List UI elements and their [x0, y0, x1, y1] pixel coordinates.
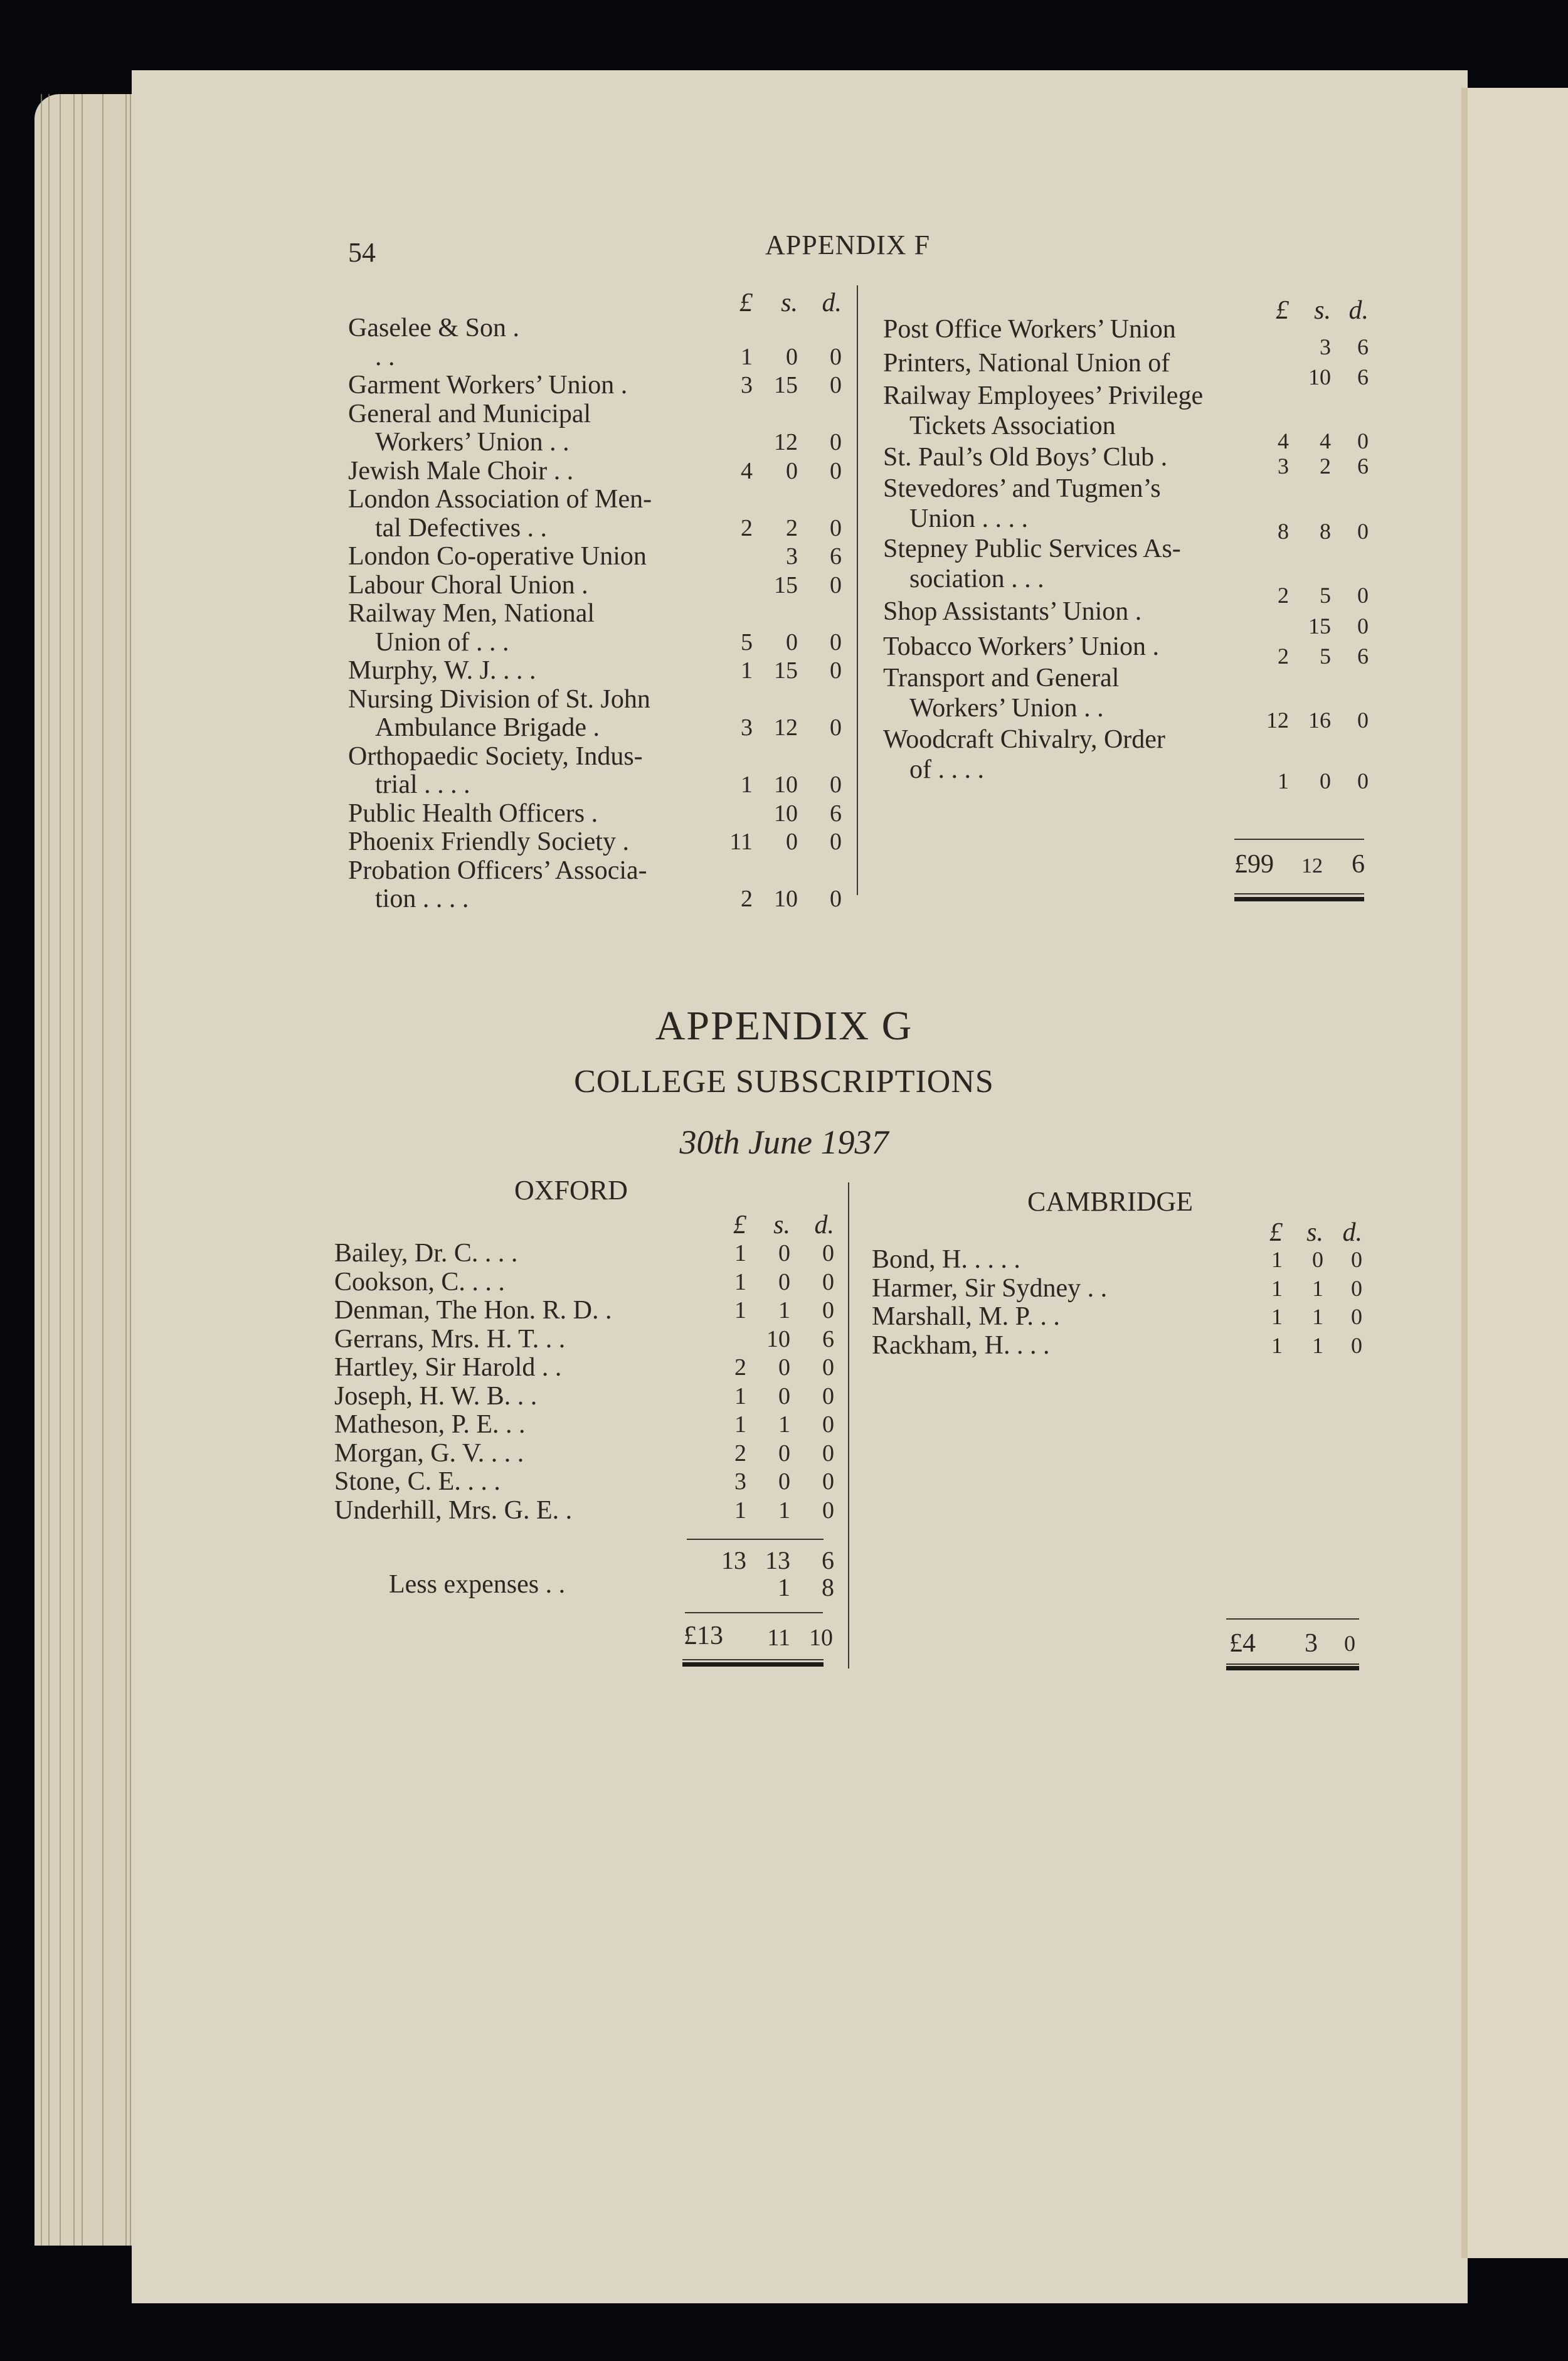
amount-pounds: 3	[734, 1468, 746, 1495]
amount-pounds: 1	[1271, 1332, 1283, 1358]
amount-shillings: 0	[786, 629, 798, 655]
amount-shillings: 15	[774, 372, 798, 398]
entry-name: . .	[375, 342, 395, 371]
amount-pounds: 12	[1266, 708, 1289, 733]
amount-pounds: 3	[1278, 454, 1289, 479]
entry-name: Post Office Workers’ Union	[883, 315, 1176, 344]
amount-shillings: 0	[1312, 1247, 1323, 1272]
amount-pence: 0	[830, 629, 842, 655]
amount-pence: 0	[1357, 583, 1369, 608]
amount-pence: 0	[822, 1382, 834, 1409]
subscriber-name: Joseph, H. W. B. . .	[334, 1381, 538, 1411]
entry-name: Jewish Male Choir . .	[348, 456, 574, 485]
amount-pence: 6	[1357, 454, 1369, 479]
shillings-header: s.	[1314, 296, 1331, 325]
subtotal-rule	[687, 1539, 824, 1540]
amount-pounds: 1	[734, 1297, 746, 1324]
entry-name: Murphy, W. J. . . .	[348, 656, 536, 685]
amount-shillings: 0	[1320, 768, 1331, 793]
page-stack-edges	[34, 94, 147, 2246]
amount-pence: 0	[1357, 519, 1369, 544]
amount-shillings: 4	[1320, 428, 1331, 454]
amount-pounds: 1	[734, 1411, 746, 1438]
entry-name: Union . . . .	[909, 504, 1028, 533]
amount-pence: 0	[830, 429, 842, 455]
total-rule	[685, 1612, 823, 1613]
entry-name: Union of . . .	[375, 627, 509, 657]
amount-shillings: 3	[786, 543, 798, 570]
oxford-cambridge-divider	[848, 1182, 849, 1669]
entry-name: Workers’ Union . .	[909, 694, 1104, 723]
entry-name: Phoenix Friendly Society .	[348, 827, 629, 856]
amount-pounds: 2	[734, 1440, 746, 1467]
amount-pounds: 13	[721, 1546, 746, 1574]
amount-shillings: 0	[778, 1440, 790, 1467]
amount-shillings: 1	[778, 1573, 790, 1601]
amount-pence: 0	[830, 886, 842, 912]
amount-pence: 0	[1351, 1275, 1362, 1301]
amount-shillings: 1	[778, 1411, 790, 1438]
subscriber-name: Bond, H. . . . .	[872, 1245, 1020, 1274]
amount-pounds: 1	[734, 1240, 746, 1266]
entry-name: General and Municipal	[348, 399, 591, 428]
amount-pounds: 3	[741, 372, 753, 398]
cambridge-total-thick-rule	[1226, 1666, 1359, 1670]
amount-pounds: 5	[741, 629, 753, 655]
amount-pence: 0	[822, 1468, 834, 1495]
book-gutter	[1461, 88, 1468, 2258]
amount-pence: 6	[830, 543, 842, 570]
amount-shillings: 0	[786, 457, 798, 484]
appendix-g-title: APPENDIX G	[655, 1003, 913, 1049]
amount-shillings: 15	[774, 571, 798, 598]
appendix-f-total-pence: 6	[1352, 850, 1365, 879]
amount-pence: 0	[1351, 1304, 1362, 1329]
amount-pence: 0	[822, 1268, 834, 1295]
amount-pence: 6	[1357, 364, 1369, 390]
oxford-heading: OXFORD	[514, 1175, 628, 1206]
entry-name: Garment Workers’ Union .	[348, 371, 628, 400]
entry-name: tal Defectives . .	[375, 513, 548, 543]
amount-pence: 6	[830, 800, 842, 827]
amount-pence: 0	[1357, 428, 1369, 454]
amount-pounds: 1	[741, 343, 753, 370]
amount-shillings: 0	[778, 1382, 790, 1409]
appendix-f-total-shillings: 12	[1301, 854, 1323, 878]
entry-name: tion . . . .	[375, 884, 469, 913]
cambridge-total-pounds: £4	[1229, 1629, 1256, 1658]
amount-shillings: 13	[765, 1546, 790, 1574]
amount-pence: 0	[830, 772, 842, 798]
amount-shillings: 0	[778, 1240, 790, 1266]
amount-shillings: 1	[778, 1497, 790, 1524]
subscriber-name: Harmer, Sir Sydney . .	[872, 1273, 1108, 1303]
amount-pounds: 4	[741, 457, 753, 484]
oxford-total-pounds: £13	[684, 1621, 723, 1650]
amount-shillings: 10	[1308, 364, 1331, 390]
entry-name: of . . . .	[909, 755, 984, 784]
oxford-total-shillings: 11	[767, 1625, 790, 1651]
amount-pence: 0	[822, 1411, 834, 1438]
cambridge-total-pence: 0	[1344, 1631, 1355, 1656]
amount-pounds: 3	[741, 714, 753, 741]
amount-shillings: 0	[778, 1468, 790, 1495]
cambridge-total-rule	[1226, 1618, 1359, 1620]
amount-pounds: 1	[741, 657, 753, 684]
amount-pence: 6	[822, 1325, 834, 1352]
subscriber-name: Stone, C. E. . . .	[334, 1467, 501, 1496]
amount-shillings: 2	[1320, 454, 1331, 479]
amount-pounds: 2	[1278, 644, 1289, 669]
amount-shillings: 16	[1308, 708, 1331, 733]
amount-shillings: 12	[774, 714, 798, 741]
less-expenses-label: Less expenses . .	[389, 1570, 566, 1599]
subscriber-name: Denman, The Hon. R. D. .	[334, 1296, 612, 1325]
amount-shillings: 0	[778, 1268, 790, 1295]
amount-pence: 0	[1357, 613, 1369, 639]
cambridge-total-double-rule	[1226, 1663, 1359, 1665]
total-thick-rule	[1234, 897, 1364, 901]
pounds-header: £	[733, 1211, 746, 1239]
amount-shillings: 1	[1312, 1304, 1323, 1329]
cambridge-heading: CAMBRIDGE	[1027, 1186, 1194, 1217]
entry-name: trial . . . .	[375, 770, 470, 799]
total-double-rule	[1234, 893, 1364, 894]
total-thick-rule	[682, 1662, 824, 1667]
entry-name: Gaselee & Son .	[348, 314, 519, 342]
amount-shillings: 8	[1320, 519, 1331, 544]
page-number: 54	[348, 237, 376, 268]
amount-pence: 6	[1357, 644, 1369, 669]
entry-name: Shop Assistants’ Union .	[883, 597, 1142, 626]
entry-name: Woodcraft Chivalry, Order	[883, 725, 1165, 754]
amount-pence: 0	[830, 714, 842, 741]
amount-pounds: 1	[741, 772, 753, 798]
entry-name: Ambulance Brigade .	[375, 713, 600, 742]
amount-pence: 0	[830, 657, 842, 684]
amount-pence: 6	[822, 1546, 834, 1574]
entry-name: Railway Employees’ Privilege	[883, 381, 1204, 410]
entry-name: Transport and General	[883, 664, 1120, 692]
amount-pounds: 11	[729, 829, 753, 855]
entry-name: Tickets Association	[909, 411, 1116, 440]
amount-pounds: 1	[734, 1382, 746, 1409]
amount-pounds: 1	[1278, 768, 1289, 793]
pence-header: d.	[1348, 296, 1369, 325]
amount-shillings: 12	[774, 429, 798, 455]
amount-pence: 0	[1351, 1247, 1362, 1272]
entry-name: St. Paul’s Old Boys’ Club .	[883, 443, 1168, 472]
entry-name: Probation Officers’ Associa-	[348, 856, 647, 885]
appendix-g-date: 30th June 1937	[679, 1123, 889, 1161]
subscriber-name: Gerrans, Mrs. H. T. . .	[334, 1324, 566, 1354]
amount-shillings: 5	[1320, 583, 1331, 608]
amount-shillings: 15	[1308, 613, 1331, 639]
entry-name: Stevedores’ and Tugmen’s	[883, 474, 1161, 503]
entry-name: Printers, National Union of	[883, 349, 1170, 378]
shillings-header: s.	[773, 1211, 790, 1239]
subscriber-name: Rackham, H. . . .	[872, 1330, 1050, 1360]
amount-pounds: 8	[1278, 519, 1289, 544]
total-double-rule	[682, 1659, 824, 1660]
appendix-g-subtitle: COLLEGE SUBSCRIPTIONS	[574, 1064, 994, 1100]
subscriber-name: Morgan, G. V. . . .	[334, 1438, 524, 1468]
pounds-header: £	[1269, 1218, 1283, 1247]
subscriber-name: Marshall, M. P. . .	[872, 1302, 1060, 1331]
pounds-header: £	[739, 289, 753, 317]
entry-name: Tobacco Workers’ Union .	[883, 632, 1159, 661]
amount-shillings: 1	[1312, 1332, 1323, 1358]
appendix-f-total-pounds: £99	[1234, 850, 1274, 879]
entry-name: Stepney Public Services As-	[883, 534, 1181, 563]
amount-pence: 0	[1351, 1332, 1362, 1358]
amount-pence: 0	[822, 1240, 834, 1266]
subscriber-name: Underhill, Mrs. G. E. .	[334, 1495, 573, 1525]
subscriber-name: Cookson, C. . . .	[334, 1267, 505, 1297]
amount-pence: 0	[830, 829, 842, 855]
amount-pence: 0	[830, 457, 842, 484]
amount-shillings: 3	[1320, 334, 1331, 359]
amount-pence: 8	[822, 1573, 834, 1601]
amount-pence: 0	[822, 1297, 834, 1324]
entry-name: Railway Men, National	[348, 599, 595, 628]
amount-pounds: 1	[734, 1268, 746, 1295]
amount-pounds: 2	[734, 1354, 746, 1381]
amount-pence: 6	[1357, 334, 1369, 359]
amount-pence: 0	[1357, 768, 1369, 793]
amount-pence: 0	[830, 514, 842, 541]
pounds-header: £	[1276, 296, 1289, 325]
amount-shillings: 2	[786, 514, 798, 541]
oxford-total-pence: 10	[809, 1625, 833, 1651]
amount-pence: 0	[1357, 708, 1369, 733]
entry-name: Labour Choral Union .	[348, 570, 588, 600]
amount-pence: 0	[830, 571, 842, 598]
amount-pounds: 1	[734, 1497, 746, 1524]
entry-name: Workers’ Union . .	[375, 428, 569, 457]
book-page	[132, 70, 1468, 2303]
subscriber-name: Hartley, Sir Harold . .	[334, 1353, 562, 1382]
amount-shillings: 0	[786, 829, 798, 855]
amount-pounds: 1	[1271, 1247, 1283, 1272]
amount-pounds: 2	[741, 886, 753, 912]
entry-name: Public Health Officers .	[348, 798, 598, 828]
shillings-header: s.	[1306, 1218, 1323, 1247]
entry-name: London Association of Men-	[348, 485, 652, 514]
shillings-header: s.	[781, 289, 798, 317]
amount-pounds: 1	[1271, 1304, 1283, 1329]
pence-header: d.	[822, 289, 842, 317]
column-divider	[857, 285, 858, 895]
amount-pence: 0	[822, 1497, 834, 1524]
pence-header: d.	[1342, 1218, 1362, 1247]
running-title: APPENDIX F	[765, 230, 931, 260]
amount-shillings: 1	[778, 1297, 790, 1324]
amount-pounds: 1	[1271, 1275, 1283, 1301]
amount-shillings: 5	[1320, 644, 1331, 669]
entry-name: Orthopaedic Society, Indus-	[348, 741, 643, 771]
cambridge-total-shillings: 3	[1305, 1629, 1318, 1658]
amount-shillings: 10	[774, 772, 798, 798]
amount-shillings: 10	[774, 800, 798, 827]
subscriber-name: Bailey, Dr. C. . . .	[334, 1239, 518, 1268]
entry-name: London Co-operative Union	[348, 542, 647, 571]
amount-shillings: 10	[774, 886, 798, 912]
facing-page	[1465, 88, 1568, 2258]
pence-header: d.	[814, 1211, 834, 1239]
amount-pence: 0	[822, 1354, 834, 1381]
amount-shillings: 10	[766, 1325, 790, 1352]
amount-pence: 0	[830, 372, 842, 398]
amount-pounds: 2	[741, 514, 753, 541]
amount-shillings: 1	[1312, 1275, 1323, 1301]
subscriber-name: Matheson, P. E. . .	[334, 1410, 526, 1439]
total-rule	[1234, 839, 1364, 840]
amount-pounds: 2	[1278, 583, 1289, 608]
amount-pence: 0	[822, 1440, 834, 1467]
amount-pounds: 4	[1278, 428, 1289, 454]
entry-name: Nursing Division of St. John	[348, 684, 650, 714]
entry-name: sociation . . .	[909, 565, 1044, 593]
amount-shillings: 0	[786, 343, 798, 370]
amount-shillings: 0	[778, 1354, 790, 1381]
amount-pence: 0	[830, 343, 842, 370]
amount-shillings: 15	[774, 657, 798, 684]
